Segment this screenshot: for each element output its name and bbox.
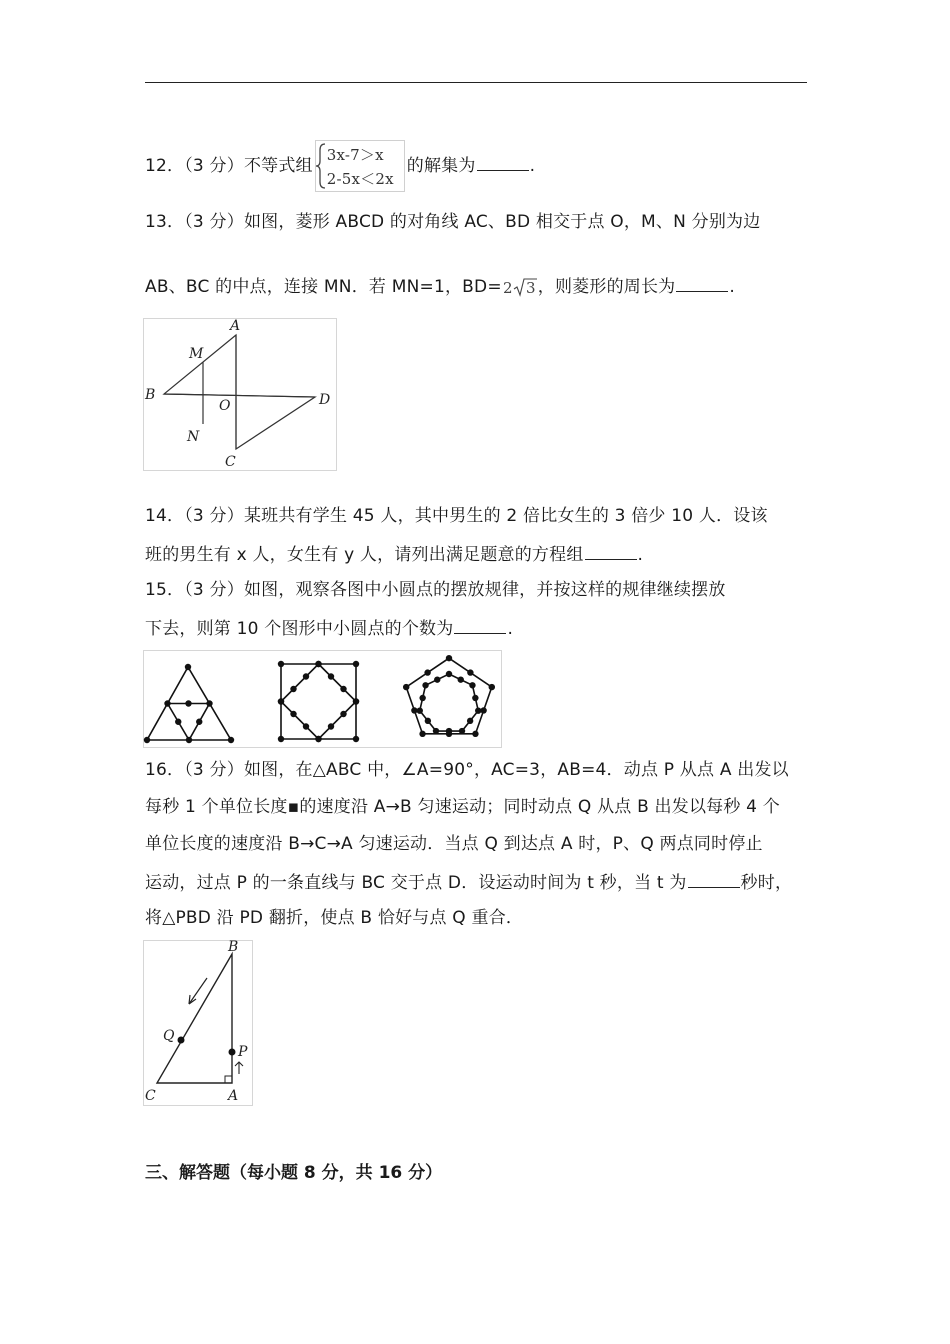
inequality-system	[315, 140, 405, 192]
pattern-dot	[315, 736, 321, 742]
q16-line-3: 单位长度的速度沿 B→C→A 匀速运动．当点 Q 到达点 A 时，P、Q 两点同时停止	[145, 834, 763, 854]
q13-line-2	[145, 273, 735, 299]
pattern-dot	[290, 686, 296, 692]
inner-diamond	[281, 664, 356, 739]
pattern-dot	[419, 695, 425, 701]
pattern-dot	[315, 661, 321, 667]
pattern-dot	[467, 669, 473, 675]
pentagon-pattern	[403, 655, 495, 737]
pattern-dot	[303, 673, 309, 679]
pattern-dot	[185, 664, 191, 670]
pattern-dot	[164, 700, 170, 706]
arrow-q-direction	[189, 978, 207, 1004]
pattern-dot	[472, 695, 478, 701]
label-C-q16: C	[145, 1088, 156, 1104]
inequality-1: 3x-7＞x	[326, 146, 384, 164]
pattern-dot	[340, 686, 346, 692]
q14-line-1: 14．（3 分）某班共有学生 45 人，其中男生的 2 倍比女生的 3 倍少 10 人．设该	[145, 506, 768, 526]
section-3-title: 三、解答题（每小题 8 分，共 16 分）	[145, 1163, 443, 1183]
pattern-dot	[467, 718, 473, 724]
pattern-dot	[475, 707, 481, 713]
pattern-dot	[278, 661, 284, 667]
label-B: B	[145, 387, 156, 403]
label-A-q16: A	[228, 1088, 239, 1104]
label-C: C	[225, 454, 236, 470]
pattern-dot	[469, 682, 475, 688]
question-12	[145, 140, 535, 192]
pattern-dot	[458, 676, 464, 682]
pattern-dot	[186, 737, 192, 743]
q13-line-2b: ，则菱形的周长为	[537, 277, 676, 297]
pattern-dot	[228, 737, 234, 743]
label-P: P	[238, 1044, 248, 1060]
label-A: A	[230, 318, 241, 334]
label-M: M	[189, 346, 204, 362]
q15-line-2a: 下去，则第 10 个图形中小圆点的个数为	[145, 619, 454, 639]
pattern-dot	[459, 728, 465, 734]
answer-blank-14[interactable]	[585, 541, 637, 560]
pattern-dot	[446, 655, 452, 661]
pattern-dot	[278, 698, 284, 704]
outer-pentagon	[406, 658, 492, 734]
pattern-dot	[206, 700, 212, 706]
sqrt-coef: 2	[502, 279, 513, 297]
label-Q: Q	[163, 1028, 175, 1044]
pattern-dot	[489, 684, 495, 690]
pattern-dot	[340, 711, 346, 717]
pattern-dot	[403, 684, 409, 690]
dot-pattern-figure	[143, 650, 503, 748]
q12-text-c: .	[529, 156, 536, 176]
answer-blank-12[interactable]	[477, 152, 529, 171]
pattern-dot	[424, 669, 430, 675]
q12-text-a: 12．（3 分）不等式组	[145, 156, 313, 176]
right-triangle-figure	[143, 940, 253, 1106]
pattern-dot	[185, 700, 191, 706]
q16-line-4	[145, 869, 792, 895]
q15-line-1: 15．（3 分）如图，观察各图中小圆点的摆放规律，并按这样的规律继续摆放	[145, 580, 726, 600]
outer-square	[281, 664, 356, 739]
pattern-dot	[278, 736, 284, 742]
pattern-dot	[433, 728, 439, 734]
q16-line-1: 16．（3 分）如图，在△ABC 中，∠A=90°，AC=3，AB=4．动点 P 从点 A 出发以	[145, 760, 789, 780]
pattern-dot	[290, 711, 296, 717]
pattern-dot	[353, 661, 359, 667]
pattern-dot	[353, 736, 359, 742]
pattern-dot	[422, 682, 428, 688]
pattern-dot	[419, 731, 425, 737]
pattern-dot	[472, 731, 478, 737]
q14-line-2b: .	[637, 545, 644, 565]
inequality-2: 2-5x＜2x	[326, 170, 394, 188]
pattern-dot	[353, 698, 359, 704]
answer-blank-15[interactable]	[454, 615, 506, 634]
pattern-dot	[446, 728, 452, 734]
sqrt-expression	[502, 276, 538, 298]
q16-line-4b: 秒时，	[740, 873, 793, 893]
right-angle-mark	[225, 1076, 232, 1083]
q15-line-2b: .	[507, 619, 514, 639]
square-pattern	[278, 661, 359, 742]
q16-line-4a: 运动，过点 P 的一条直线与 BC 交于点 D．设运动时间为 t 秒，当 t 为	[145, 873, 687, 893]
label-D: D	[319, 392, 331, 408]
label-B-q16: B	[228, 940, 239, 955]
answer-blank-13[interactable]	[676, 273, 728, 292]
q13-line-1: 13．（3 分）如图，菱形 ABCD 的对角线 AC、BD 相交于点 O，M、N 分别为边	[145, 212, 761, 232]
pattern-dot	[144, 737, 150, 743]
pattern-dot	[328, 673, 334, 679]
pattern-dot	[175, 719, 181, 725]
pattern-dot	[446, 671, 452, 677]
q14-line-2a: 班的男生有 x 人，女生有 y 人，请列出满足题意的方程组	[145, 545, 584, 565]
q12-text-b: 的解集为	[406, 156, 476, 176]
q13-line-2c: .	[729, 277, 735, 297]
pattern-dot	[417, 707, 423, 713]
q16-line-5: 将△PBD 沿 PD 翻折，使点 B 恰好与点 Q 重合．	[145, 908, 524, 928]
pattern-dot	[196, 719, 202, 725]
point-p	[229, 1049, 236, 1056]
rhombus-figure	[143, 318, 337, 471]
pattern-dot	[425, 718, 431, 724]
label-N: N	[187, 429, 200, 445]
pattern-dot	[434, 676, 440, 682]
q16-line-2: 每秒 1 个单位长度▪的速度沿 A→B 匀速运动；同时动点 Q 从点 B 出发以每秒 4 个	[145, 797, 780, 817]
pattern-dot	[303, 723, 309, 729]
answer-blank-16[interactable]	[688, 869, 740, 888]
q14-line-2	[145, 541, 643, 567]
inner-triangle	[168, 704, 210, 741]
sqrt-radicand: 3	[525, 279, 536, 297]
q15-line-2	[145, 615, 513, 641]
q13-line-2a: AB、BC 的中点，连接 MN．若 MN=1，BD=	[145, 277, 502, 297]
diagonal-bd	[164, 394, 315, 397]
triangle-pattern	[144, 664, 234, 743]
point-q	[178, 1037, 185, 1044]
label-O: O	[219, 398, 231, 414]
header-rule	[145, 82, 807, 83]
triangle-abc	[157, 954, 232, 1083]
pattern-dot	[328, 723, 334, 729]
